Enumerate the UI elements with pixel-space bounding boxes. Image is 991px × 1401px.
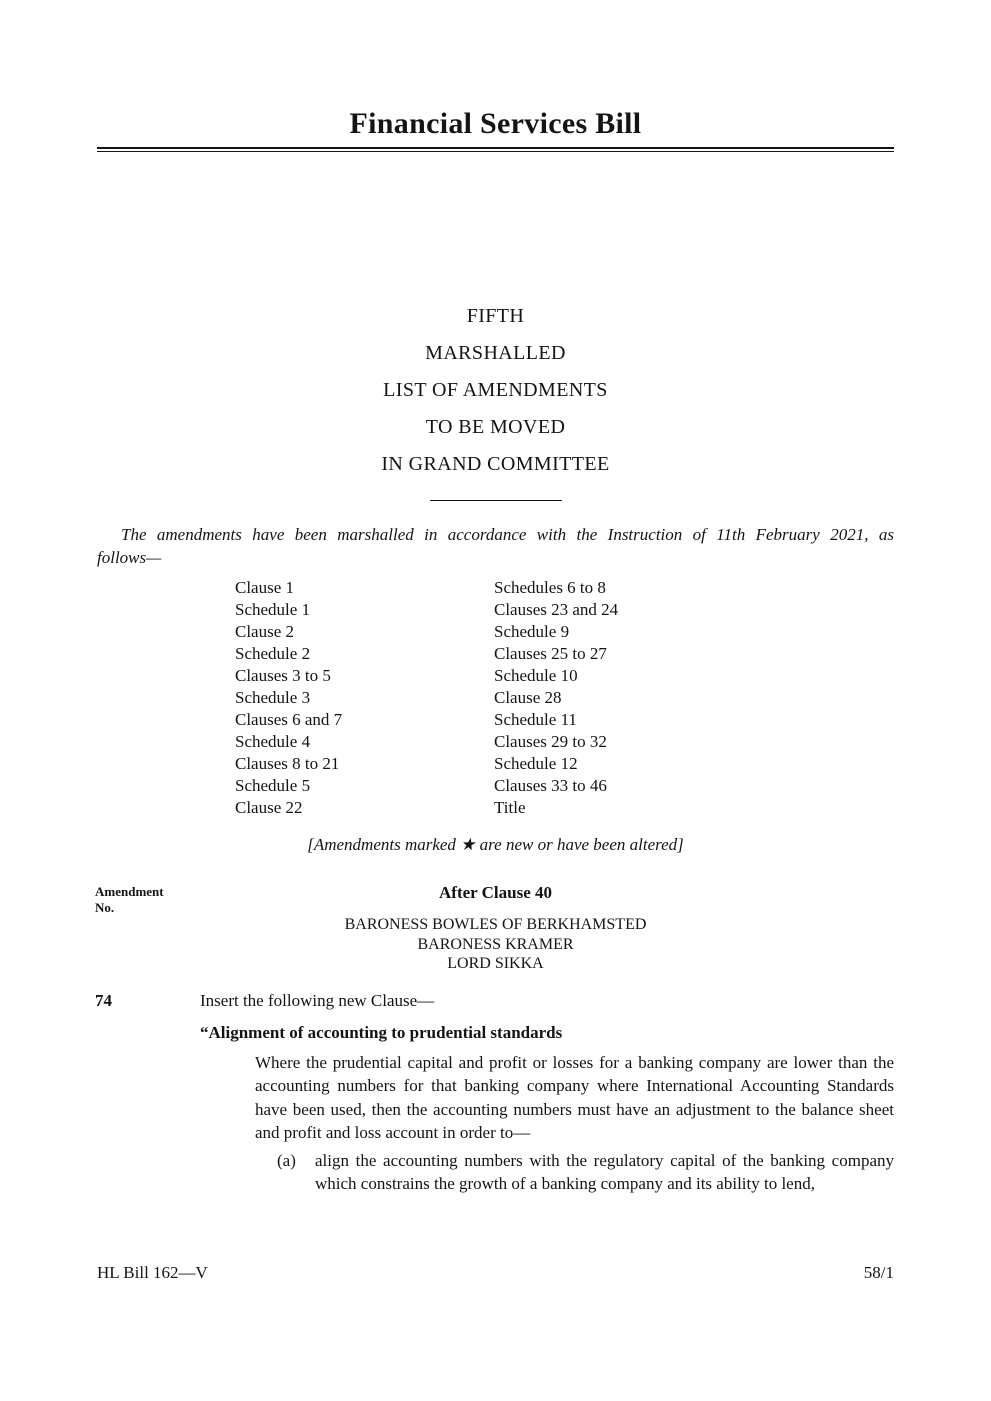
marshalling-item: Schedule 5	[235, 776, 311, 795]
marshalling-item: Clauses 3 to 5	[235, 666, 331, 685]
amendment-number: 74	[95, 990, 112, 1010]
marshalling-item: Clauses 8 to 21	[235, 754, 340, 773]
marshalling-item: Schedule 4	[235, 732, 311, 751]
amendment-no-label-line: Amendment	[95, 884, 164, 899]
amendment-no-column-label	[95, 884, 190, 916]
heading-line: TO BE MOVED	[425, 416, 566, 438]
marshalling-intro-line: follows—	[97, 548, 162, 567]
marshalling-item: Clause 28	[494, 688, 562, 707]
heading-line: IN GRAND COMMITTEE	[381, 453, 610, 475]
marshalling-item: Schedule 12	[494, 754, 578, 773]
marshalling-order-list	[97, 577, 894, 819]
marshalling-column-right	[494, 577, 894, 819]
marshalling-column-left	[235, 577, 494, 819]
marshalling-item: Title	[494, 798, 526, 817]
marshalling-item: Clauses 29 to 32	[494, 732, 607, 751]
marshalling-item: Clause 2	[235, 622, 295, 641]
clause-body-paragraph: Where the prudential capital and profit or losses for a banking company are lower than the accounting numbers for that banking company where International Accounting Standards have been used, then the accounting numbers must have an adjustment to the balance sheet and profit and loss account in order to—	[255, 1052, 894, 1142]
section-heading-row	[95, 883, 894, 915]
marshalled-heading-block	[97, 306, 894, 474]
marshalling-item: Clauses 33 to 46	[494, 776, 607, 795]
marshalling-item: Schedule 10	[494, 666, 578, 685]
clause-sub-item-label: (a)	[277, 1150, 296, 1170]
marshalling-item: Clause 22	[235, 798, 303, 817]
amendment-instruction: Insert the following new Clause—	[200, 990, 435, 1010]
amendment-row	[97, 989, 894, 1012]
clause-sub-item-a	[277, 1149, 894, 1196]
footer-page-number: 58/1	[863, 1263, 894, 1282]
section-divider-rule	[430, 500, 562, 501]
star-note: [Amendments marked ★ are new or have been altered]	[307, 835, 684, 854]
marshalling-item: Clauses 6 and 7	[235, 710, 343, 729]
document-content	[97, 0, 894, 1196]
sponsor-list	[97, 915, 894, 974]
page-title: Financial Services Bill	[349, 107, 642, 140]
marshalling-item: Clauses 25 to 27	[494, 644, 607, 663]
heading-line: FIFTH	[466, 305, 525, 327]
heading-line: MARSHALLED	[425, 342, 566, 364]
marshalling-item: Schedules 6 to 8	[494, 578, 606, 597]
marshalling-intro	[97, 523, 894, 569]
marshalling-item: Schedule 2	[235, 644, 311, 663]
page-footer	[97, 1263, 894, 1283]
marshalling-item: Schedule 3	[235, 688, 311, 707]
marshalling-intro-line: The amendments have been marshalled in accordance with the Instruction of 11th February 2021, as	[121, 525, 894, 544]
clause-title: “Alignment of accounting to prudential standards	[200, 1022, 563, 1042]
marshalling-item: Schedule 1	[235, 600, 311, 619]
heading-line: LIST OF AMENDMENTS	[383, 379, 608, 401]
amendment-no-label-line: No.	[95, 900, 115, 915]
marshalling-item: Schedule 11	[494, 710, 577, 729]
marshalling-item: Clause 1	[235, 578, 295, 597]
clause-sub-item-text: align the accounting numbers with the regulatory capital of the banking company which constrains the growth of a banking company and its ability to lend,	[315, 1150, 894, 1193]
sponsor-name: LORD SIKKA	[447, 955, 544, 972]
section-heading: After Clause 40	[439, 883, 552, 902]
title-rule-thin	[97, 151, 894, 152]
footer-bill-number: HL Bill 162—V	[97, 1263, 208, 1282]
marshalling-item: Clauses 23 and 24	[494, 600, 619, 619]
sponsor-name: BARONESS BOWLES OF BERKHAMSTED	[344, 916, 647, 933]
marshalling-item: Schedule 9	[494, 622, 570, 641]
sponsor-name: BARONESS KRAMER	[417, 935, 574, 953]
title-rule-thick	[97, 147, 894, 149]
